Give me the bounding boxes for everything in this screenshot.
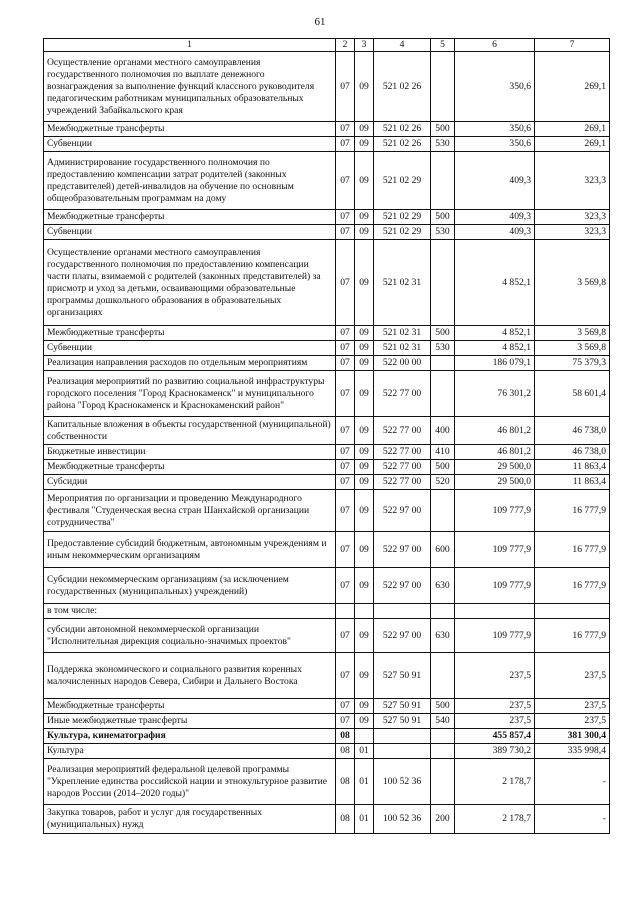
row-target-code <box>374 744 431 759</box>
row-target-code: 522 77 00 <box>374 371 431 417</box>
row-target-code: 521 02 26 <box>374 137 431 152</box>
row-section: 07 <box>336 122 355 137</box>
table-row <box>44 759 610 805</box>
row-subsection <box>355 729 374 744</box>
row-target-code <box>374 729 431 744</box>
row-section: 07 <box>336 326 355 341</box>
table-row <box>44 341 610 356</box>
row-target-code: 100 52 36 <box>374 759 431 805</box>
table-row <box>44 805 610 834</box>
row-amount-1: 186 079,1 <box>455 356 535 371</box>
row-name: в том числе: <box>44 604 336 619</box>
row-section <box>336 604 355 619</box>
row-expense-type: 520 <box>431 475 455 490</box>
row-subsection: 09 <box>355 152 374 210</box>
row-expense-type: 530 <box>431 341 455 356</box>
row-target-code: 522 97 00 <box>374 490 431 532</box>
row-section: 07 <box>336 653 355 699</box>
header-col-5: 5 <box>431 39 455 52</box>
row-expense-type <box>431 604 455 619</box>
table-row <box>44 460 610 475</box>
row-target-code: 522 97 00 <box>374 619 431 653</box>
row-expense-type <box>431 371 455 417</box>
header-col-4: 4 <box>374 39 431 52</box>
row-subsection: 09 <box>355 122 374 137</box>
row-section: 07 <box>336 152 355 210</box>
row-amount-2: 16 777,9 <box>535 568 610 604</box>
table-row <box>44 490 610 532</box>
table-row <box>44 122 610 137</box>
row-amount-1: 109 777,9 <box>455 568 535 604</box>
row-target-code: 521 02 31 <box>374 240 431 326</box>
row-name: Субвенции <box>44 225 336 240</box>
row-section: 07 <box>336 52 355 122</box>
row-subsection: 09 <box>355 210 374 225</box>
row-amount-1: 109 777,9 <box>455 619 535 653</box>
row-section: 07 <box>336 714 355 729</box>
header-col-7: 7 <box>535 39 610 52</box>
table-row <box>44 729 610 744</box>
row-name: Бюджетные инвестиции <box>44 445 336 460</box>
row-section: 07 <box>336 240 355 326</box>
row-name: Закупка товаров, работ и услуг для государственных (муниципальных) нужд <box>44 805 336 834</box>
row-section: 08 <box>336 805 355 834</box>
row-subsection: 09 <box>355 417 374 445</box>
row-section: 07 <box>336 356 355 371</box>
row-section: 07 <box>336 568 355 604</box>
row-amount-1: 29 500,0 <box>455 475 535 490</box>
row-name: Иные межбюджетные трансферты <box>44 714 336 729</box>
row-amount-1: 409,3 <box>455 152 535 210</box>
row-amount-1: 46 801,2 <box>455 417 535 445</box>
row-amount-1: 350,6 <box>455 137 535 152</box>
row-name: Осуществление органами местного самоуправления государственного полномочия по выплате денежного вознаграждения за выполнение функций классного руководителя педагогическим работникам муниципальных образовательных учреждений Забайкальского края <box>44 52 336 122</box>
row-expense-type <box>431 356 455 371</box>
row-section: 07 <box>336 225 355 240</box>
table-row <box>44 568 610 604</box>
row-amount-2: 11 863,4 <box>535 475 610 490</box>
row-name: Поддержка экономического и социального развития коренных малочисленных народов Севера, Сибири и Дальнего Востока <box>44 653 336 699</box>
row-amount-1: 389 730,2 <box>455 744 535 759</box>
row-expense-type: 630 <box>431 619 455 653</box>
table-row <box>44 326 610 341</box>
row-target-code: 522 77 00 <box>374 417 431 445</box>
row-amount-2: 269,1 <box>535 52 610 122</box>
row-target-code <box>374 604 431 619</box>
row-target-code: 521 02 31 <box>374 341 431 356</box>
table-row <box>44 356 610 371</box>
row-subsection: 09 <box>355 52 374 122</box>
budget-table <box>43 38 610 834</box>
header-row <box>44 39 610 52</box>
row-expense-type <box>431 759 455 805</box>
row-subsection: 09 <box>355 475 374 490</box>
row-name: субсидии автономной некоммерческой организации "Исполнительная дирекция социально-значимых проектов" <box>44 619 336 653</box>
row-amount-2: 16 777,9 <box>535 532 610 568</box>
row-target-code: 522 97 00 <box>374 532 431 568</box>
row-subsection: 09 <box>355 619 374 653</box>
header-col-6: 6 <box>455 39 535 52</box>
table-row <box>44 445 610 460</box>
row-amount-1 <box>455 604 535 619</box>
row-subsection: 09 <box>355 137 374 152</box>
row-amount-1: 109 777,9 <box>455 532 535 568</box>
row-amount-2: 335 998,4 <box>535 744 610 759</box>
row-name: Межбюджетные трансферты <box>44 122 336 137</box>
row-subsection: 09 <box>355 445 374 460</box>
row-expense-type: 630 <box>431 568 455 604</box>
row-target-code: 522 00 00 <box>374 356 431 371</box>
row-amount-2: 269,1 <box>535 137 610 152</box>
row-target-code: 521 02 29 <box>374 225 431 240</box>
row-target-code: 522 77 00 <box>374 475 431 490</box>
row-section: 07 <box>336 371 355 417</box>
row-section: 08 <box>336 759 355 805</box>
row-subsection <box>355 604 374 619</box>
row-name: Культура <box>44 744 336 759</box>
row-amount-2: 323,3 <box>535 152 610 210</box>
row-expense-type <box>431 152 455 210</box>
table-row <box>44 240 610 326</box>
row-expense-type <box>431 52 455 122</box>
row-name: Субсидии некоммерческим организациям (за исключением государственных (муниципальных) учреждений) <box>44 568 336 604</box>
row-amount-1: 350,6 <box>455 52 535 122</box>
row-amount-2: 237,5 <box>535 714 610 729</box>
row-amount-2: - <box>535 759 610 805</box>
row-amount-2: 381 300,4 <box>535 729 610 744</box>
row-amount-2: 323,3 <box>535 210 610 225</box>
row-amount-2: 16 777,9 <box>535 490 610 532</box>
table-row <box>44 619 610 653</box>
row-section: 07 <box>336 619 355 653</box>
row-target-code: 522 77 00 <box>374 445 431 460</box>
row-amount-2: 269,1 <box>535 122 610 137</box>
row-subsection: 09 <box>355 653 374 699</box>
row-target-code: 521 02 26 <box>374 52 431 122</box>
row-amount-2: 3 569,8 <box>535 326 610 341</box>
row-target-code: 527 50 91 <box>374 699 431 714</box>
row-expense-type: 500 <box>431 699 455 714</box>
row-section: 07 <box>336 137 355 152</box>
row-target-code: 521 02 29 <box>374 152 431 210</box>
row-subsection: 09 <box>355 326 374 341</box>
table-row <box>44 604 610 619</box>
row-amount-2: 46 738,0 <box>535 417 610 445</box>
row-amount-1: 2 178,7 <box>455 759 535 805</box>
row-section: 07 <box>336 210 355 225</box>
row-expense-type <box>431 240 455 326</box>
row-subsection: 09 <box>355 341 374 356</box>
row-name: Межбюджетные трансферты <box>44 699 336 714</box>
header-col-2: 2 <box>336 39 355 52</box>
table-row <box>44 699 610 714</box>
row-target-code: 522 97 00 <box>374 568 431 604</box>
row-subsection: 09 <box>355 225 374 240</box>
row-expense-type: 600 <box>431 532 455 568</box>
row-expense-type: 410 <box>431 445 455 460</box>
table-row <box>44 210 610 225</box>
row-name: Осуществление органами местного самоуправления государственного полномочия по предоставлению компенсации части платы, взимаемой с родителей (законных представителей) за присмотр и уход за детьми, осваивающими образовательные программы дошкольного образования в образовательных организациях <box>44 240 336 326</box>
row-amount-2: 237,5 <box>535 699 610 714</box>
row-subsection: 01 <box>355 805 374 834</box>
row-subsection: 09 <box>355 356 374 371</box>
row-amount-1: 76 301,2 <box>455 371 535 417</box>
row-target-code: 527 50 91 <box>374 653 431 699</box>
row-subsection: 01 <box>355 744 374 759</box>
row-amount-2: 58 601,4 <box>535 371 610 417</box>
row-name: Субвенции <box>44 341 336 356</box>
row-name: Капитальные вложения в объекты государственной (муниципальной) собственности <box>44 417 336 445</box>
row-expense-type: 200 <box>431 805 455 834</box>
row-amount-1: 4 852,1 <box>455 341 535 356</box>
table-row <box>44 52 610 122</box>
row-expense-type: 500 <box>431 326 455 341</box>
row-amount-1: 409,3 <box>455 225 535 240</box>
row-amount-2: 46 738,0 <box>535 445 610 460</box>
row-name: Субвенции <box>44 137 336 152</box>
table-row <box>44 475 610 490</box>
row-amount-2: 3 569,8 <box>535 240 610 326</box>
row-amount-1: 109 777,9 <box>455 490 535 532</box>
row-name: Мероприятия по организации и проведению Международного фестиваля "Студенческая весна стран Шанхайской организации сотрудничества" <box>44 490 336 532</box>
row-subsection: 09 <box>355 490 374 532</box>
row-amount-2: 11 863,4 <box>535 460 610 475</box>
table-row <box>44 152 610 210</box>
row-expense-type: 500 <box>431 460 455 475</box>
row-amount-1: 4 852,1 <box>455 240 535 326</box>
header-col-1: 1 <box>44 39 336 52</box>
row-name: Предоставление субсидий бюджетным, автономным учреждениям и иным некоммерческим организациям <box>44 532 336 568</box>
row-name: Субсидии <box>44 475 336 490</box>
row-section: 07 <box>336 341 355 356</box>
row-amount-1: 237,5 <box>455 699 535 714</box>
row-expense-type: 400 <box>431 417 455 445</box>
table-row <box>44 714 610 729</box>
row-expense-type <box>431 744 455 759</box>
table-row <box>44 225 610 240</box>
row-amount-1: 2 178,7 <box>455 805 535 834</box>
row-target-code: 522 77 00 <box>374 460 431 475</box>
row-expense-type <box>431 653 455 699</box>
row-name: Межбюджетные трансферты <box>44 326 336 341</box>
row-expense-type <box>431 490 455 532</box>
row-section: 07 <box>336 699 355 714</box>
table-row <box>44 371 610 417</box>
row-name: Межбюджетные трансферты <box>44 210 336 225</box>
row-amount-1: 46 801,2 <box>455 445 535 460</box>
row-subsection: 09 <box>355 714 374 729</box>
row-name: Реализация мероприятий по развитию социальной инфраструктуры городского поселения "Город Краснокаменск" и муниципального района "Город Краснокаменск и Краснокаменский район" <box>44 371 336 417</box>
row-expense-type: 500 <box>431 122 455 137</box>
row-name: Межбюджетные трансферты <box>44 460 336 475</box>
row-expense-type: 530 <box>431 137 455 152</box>
row-subsection: 09 <box>355 460 374 475</box>
row-amount-1: 350,6 <box>455 122 535 137</box>
row-amount-2: - <box>535 805 610 834</box>
table-row <box>44 744 610 759</box>
row-section: 08 <box>336 729 355 744</box>
row-subsection: 09 <box>355 568 374 604</box>
row-amount-2: 75 379,3 <box>535 356 610 371</box>
row-target-code: 521 02 31 <box>374 326 431 341</box>
row-amount-2: 16 777,9 <box>535 619 610 653</box>
row-target-code: 100 52 36 <box>374 805 431 834</box>
row-section: 07 <box>336 445 355 460</box>
table-row <box>44 137 610 152</box>
row-section: 07 <box>336 475 355 490</box>
row-amount-1: 455 857,4 <box>455 729 535 744</box>
table-row <box>44 653 610 699</box>
row-section: 08 <box>336 744 355 759</box>
row-subsection: 01 <box>355 759 374 805</box>
row-name: Реализация направления расходов по отдельным мероприятиям <box>44 356 336 371</box>
row-expense-type: 500 <box>431 210 455 225</box>
table-row <box>44 532 610 568</box>
row-amount-2: 3 569,8 <box>535 341 610 356</box>
row-target-code: 521 02 26 <box>374 122 431 137</box>
row-amount-2 <box>535 604 610 619</box>
row-name: Реализация мероприятий федеральной целевой программы "Укрепление единства российской нации и этнокультурное развитие народов России (2014–2020 годы)" <box>44 759 336 805</box>
row-section: 07 <box>336 490 355 532</box>
row-name: Администрирование государственного полномочия по предоставлению компенсации затрат родителей (законных представителей) детей-инвалидов на обучение по основным общеобразовательным программам на дому <box>44 152 336 210</box>
row-section: 07 <box>336 417 355 445</box>
row-amount-1: 409,3 <box>455 210 535 225</box>
row-target-code: 521 02 29 <box>374 210 431 225</box>
row-target-code: 527 50 91 <box>374 714 431 729</box>
row-amount-2: 323,3 <box>535 225 610 240</box>
row-expense-type: 530 <box>431 225 455 240</box>
row-subsection: 09 <box>355 371 374 417</box>
row-subsection: 09 <box>355 699 374 714</box>
row-expense-type: 540 <box>431 714 455 729</box>
row-subsection: 09 <box>355 240 374 326</box>
row-amount-1: 29 500,0 <box>455 460 535 475</box>
row-name: Культура, кинематография <box>44 729 336 744</box>
row-amount-1: 4 852,1 <box>455 326 535 341</box>
row-section: 07 <box>336 532 355 568</box>
table-row <box>44 417 610 445</box>
row-expense-type <box>431 729 455 744</box>
row-subsection: 09 <box>355 532 374 568</box>
row-section: 07 <box>336 460 355 475</box>
row-amount-1: 237,5 <box>455 653 535 699</box>
page-number: 61 <box>314 16 326 28</box>
row-amount-1: 237,5 <box>455 714 535 729</box>
header-col-3: 3 <box>355 39 374 52</box>
row-amount-2: 237,5 <box>535 653 610 699</box>
